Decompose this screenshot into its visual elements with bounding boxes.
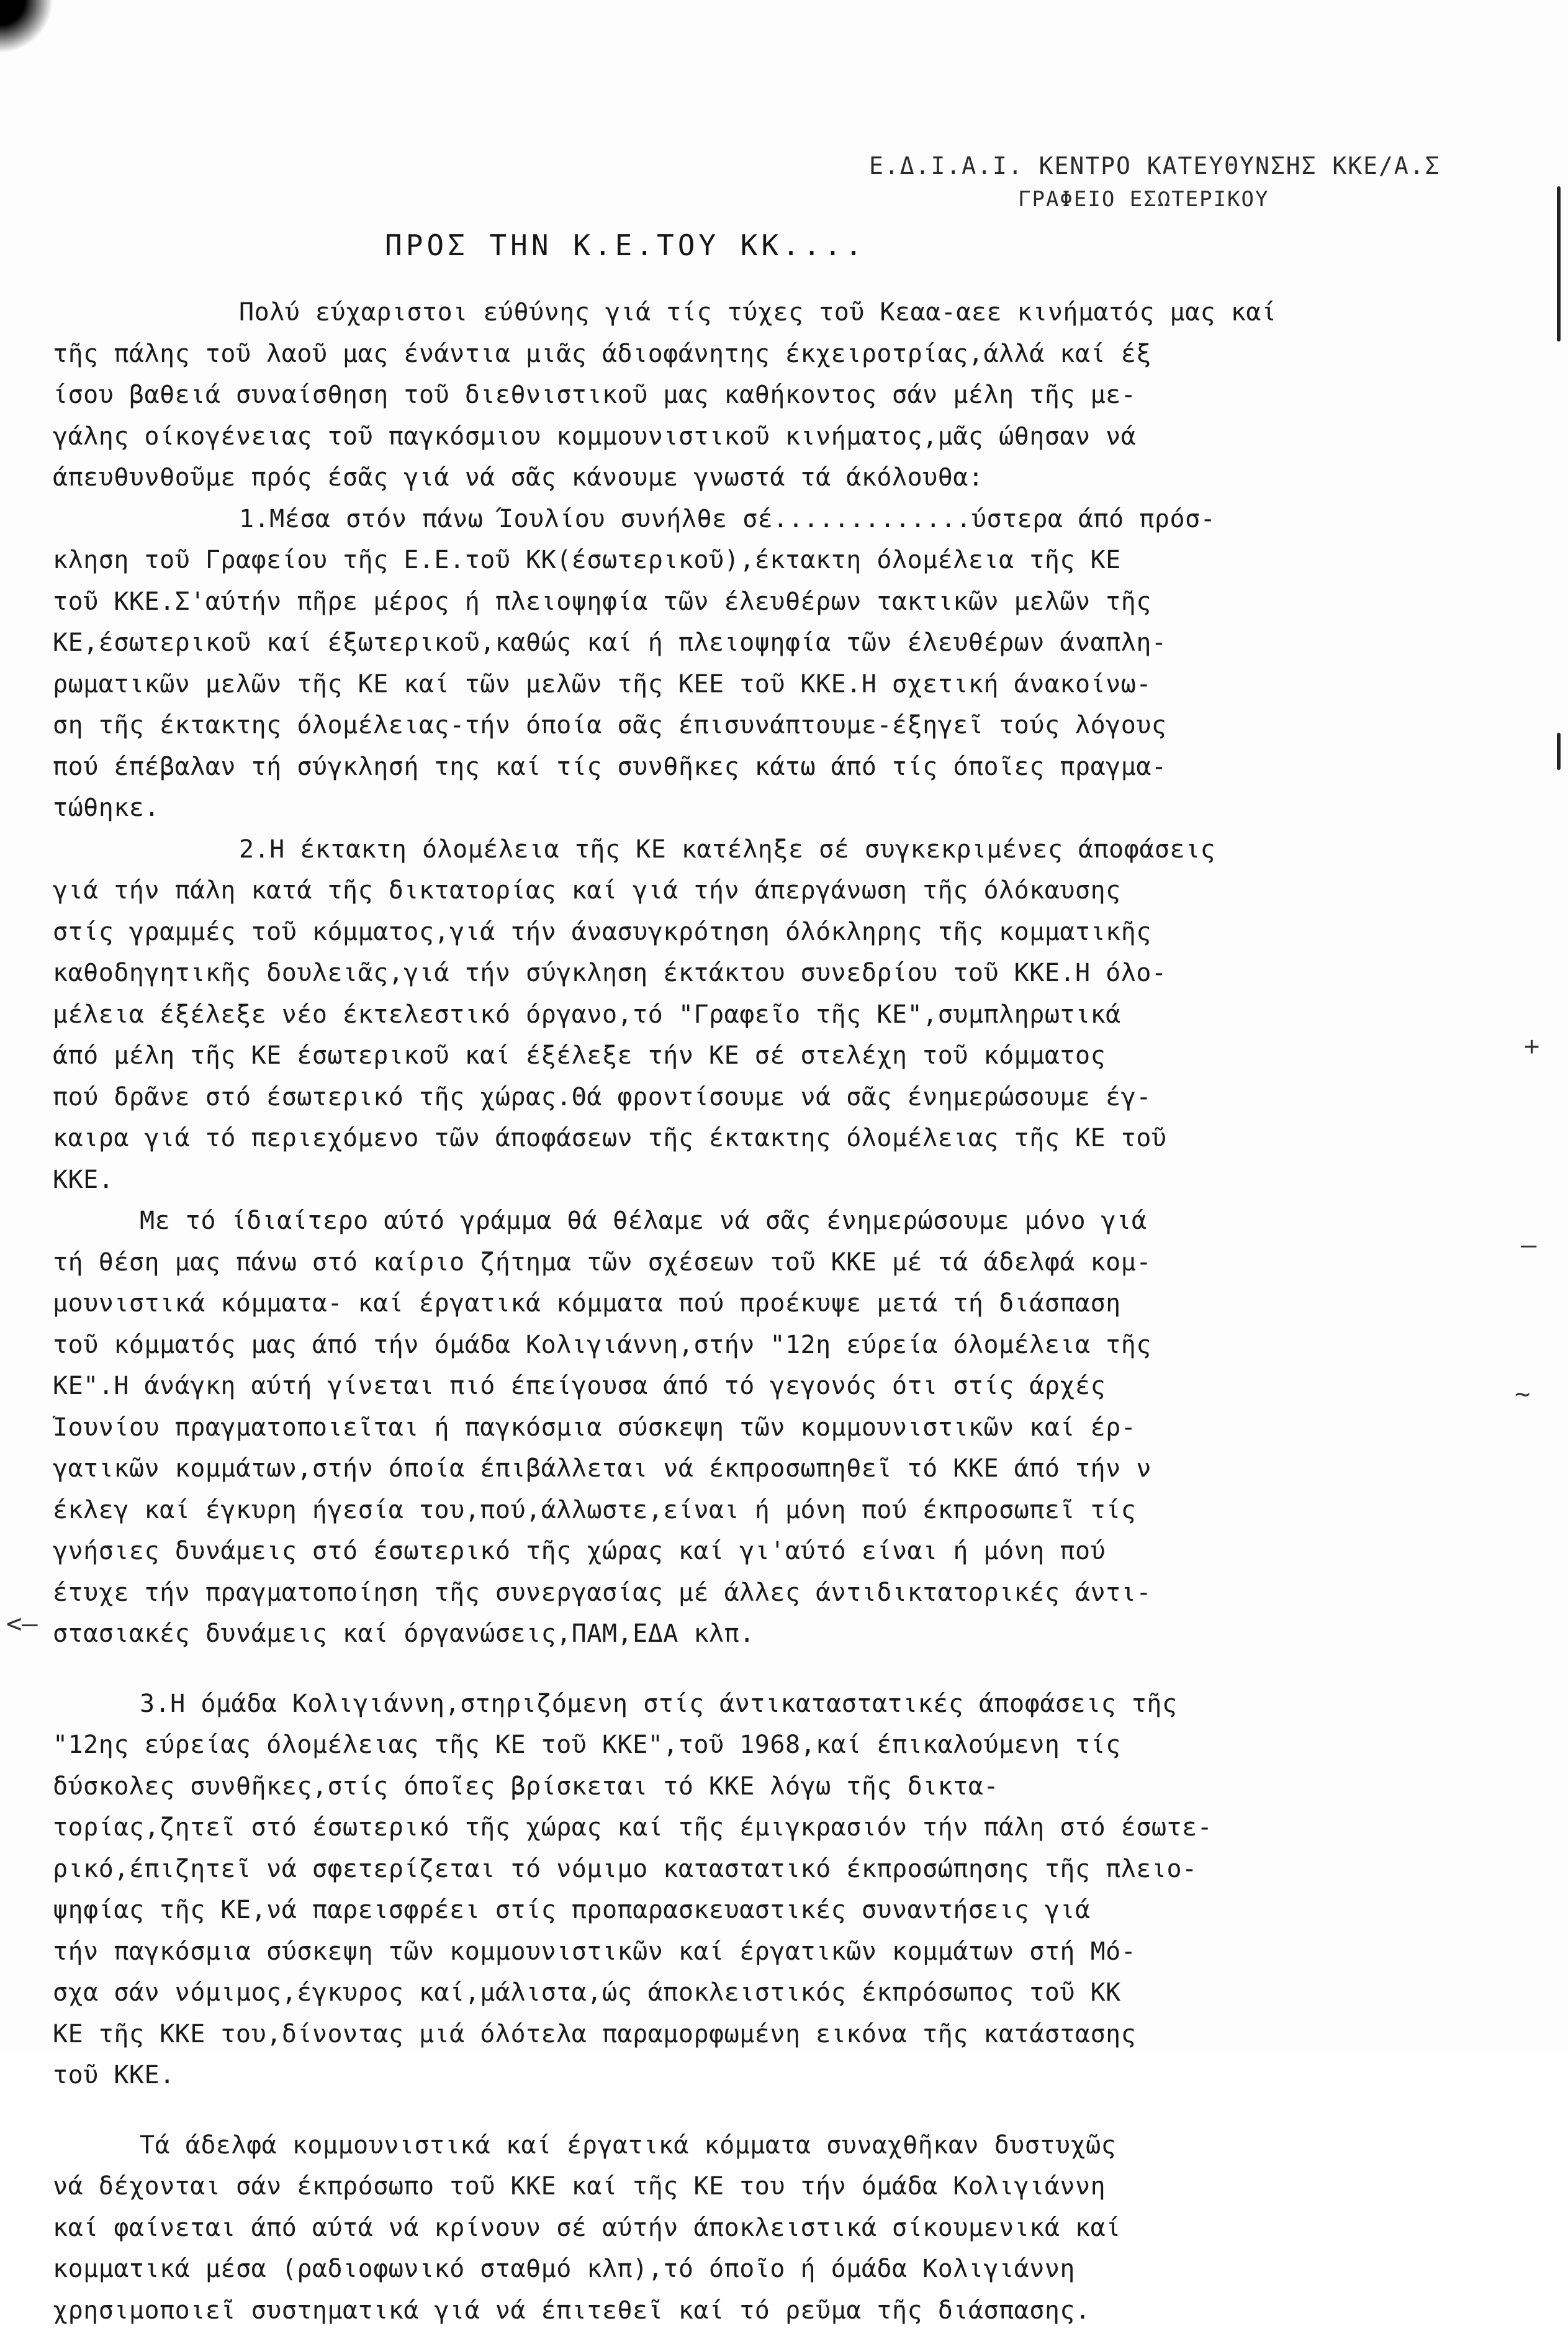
text-line: τῆς πάλης τοῦ λαοῦ μας ένάντια μιᾶς άδιοφάνητης έκχειροτρίας,άλλά καί έξ (53, 333, 1512, 375)
margin-annotation-mark: + (1524, 1031, 1539, 1061)
margin-annotation-mark: <— (6, 1608, 38, 1639)
text-line: τώθηκε. (53, 787, 1512, 829)
text-line: τορίας,ζητεῖ στό έσωτερικό τῆς χώρας καί τῆς έμιγκρασιόν τήν πάλη στό έσωτε- (53, 1807, 1512, 1849)
paragraph-2 (53, 499, 1512, 829)
text-line: "12ης εύρείας όλομέλειας τῆς ΚΕ τοῦ ΚΚΕ",τοῦ 1968,καί έπικαλούμενη τίς (53, 1724, 1512, 1766)
paragraph-1 (53, 292, 1512, 499)
document-body (53, 292, 1512, 2331)
text-line: ψηφίας τῆς ΚΕ,νά παρεισφρέει στίς προπαρασκευαστικές συναντήσεις γιά (53, 1890, 1512, 1931)
text-line: 2.Η έκτακτη όλομέλεια τῆς ΚΕ κατέληξε σέ συγκεκριμένες άποφάσεις (53, 829, 1512, 871)
text-line: χρησιμοποιεῖ συστηματικά γιά νά έπιτεθεῖ καί τό ρεῦμα τῆς διάσπασης. (53, 2290, 1512, 2331)
scan-edge-mark (1557, 186, 1561, 342)
text-line: τοῦ ΚΚΕ. (53, 2055, 1512, 2096)
text-line: τή θέση μας πάνω στό καίριο ζήτημα τῶν σχέσεων τοῦ ΚΚΕ μέ τά άδελφά κομ- (53, 1242, 1512, 1283)
margin-annotation-mark: ~ (1515, 1378, 1530, 1409)
document-title: ΠΡΟΣ ΤΗΝ Κ.Ε.ΤΟΥ ΚΚ.... (385, 229, 866, 262)
text-line: σχα σάν νόμιμος,έγκυρος καί,μάλιστα,ώς άποκλειστικός έκπρόσωπος τοῦ ΚΚ (53, 1972, 1512, 2014)
text-line: μουνιστικά κόμματα- καί έργατικά κόμματα πού προέκυψε μετά τή διάσπαση (53, 1283, 1512, 1324)
text-line: Ίουνίου πραγματοποιεῖται ή παγκόσμια σύσκεψη τῶν κομμουνιστικῶν καί έρ- (53, 1407, 1512, 1449)
text-line: ΚΚΕ. (53, 1159, 1512, 1201)
text-line: ρικό,έπιζητεῖ νά σφετερίζεται τό νόμιμο καταστατικό έκπροσώπησης τῆς πλειο- (53, 1849, 1512, 1890)
text-line: έτυχε τήν πραγματοποίηση τῆς συνεργασίας μέ άλλες άντιδικτατορικές άντι- (53, 1572, 1512, 1614)
scan-edge-mark (1557, 733, 1561, 770)
text-line: γιά τήν πάλη κατά τῆς δικτατορίας καί γιά τήν άπεργάνωση τῆς όλόκαυσης (53, 870, 1512, 912)
paragraph-3 (53, 829, 1512, 1201)
text-line: γατικῶν κομμάτων,στήν όποία έπιβάλλεται νά έκπροσωπηθεῖ τό ΚΚΕ άπό τήν ν (53, 1448, 1512, 1490)
text-line: Με τό ίδιαίτερο αύτό γράμμα θά θέλαμε νά σᾶς ένημερώσουμε μόνο γιά (53, 1200, 1512, 1242)
text-line: άπό μέλη τῆς ΚΕ έσωτερικοῦ καί έξέλεξε τήν ΚΕ σέ στελέχη τοῦ κόμματος (53, 1035, 1512, 1077)
text-line: στίς γραμμές τοῦ κόμματος,γιά τήν άνασυγκρότηση όλόκληρης τῆς κομματικῆς (53, 912, 1512, 953)
paragraph-5 (53, 1683, 1512, 2096)
text-line: άπευθυνθοῦμε πρός έσᾶς γιά νά σᾶς κάνουμε γνωστά τά άκόλουθα: (53, 457, 1512, 499)
paragraph-4 (53, 1200, 1512, 1655)
text-line: πού δρᾶνε στό έσωτερικό τῆς χώρας.Θά φροντίσουμε νά σᾶς ένημερώσουμε έγ- (53, 1077, 1512, 1118)
text-line: γάλης οίκογένειας τοῦ παγκόσμιου κομμουνιστικοῦ κινήματος,μᾶς ώθησαν νά (53, 416, 1512, 458)
text-line: στασιακές δυνάμεις καί όργανώσεις,ΠΑΜ,ΕΔΑ κλπ. (53, 1613, 1512, 1655)
text-line: έκλεγ καί έγκυρη ήγεσία του,πού,άλλωστε,είναι ή μόνη πού έκπροσωπεῖ τίς (53, 1490, 1512, 1531)
text-line: καθοδηγητικῆς δουλειᾶς,γιά τήν σύγκληση έκτάκτου συνεδρίου τοῦ ΚΚΕ.Η όλο- (53, 953, 1512, 994)
text-line: καιρα γιά τό περιεχόμενο τῶν άποφάσεων τῆς έκτακτης όλομέλειας τῆς ΚΕ τοῦ (53, 1118, 1512, 1159)
text-line: νά δέχονται σάν έκπρόσωπο τοῦ ΚΚΕ καί τῆς ΚΕ του τήν όμάδα Κολιγιάννη (53, 2166, 1512, 2207)
text-line: μέλεια έξέλεξε νέο έκτελεστικό όργανο,τό "Γραφεῖο τῆς ΚΕ",συμπληρωτικά (53, 994, 1512, 1036)
margin-annotation-mark: — (1521, 1229, 1536, 1260)
text-line: ίσου βαθειά συναίσθηση τοῦ διεθνιστικοῦ μας καθήκοντος σάν μέλη τῆς με- (53, 374, 1512, 416)
text-line: ΚΕ τῆς ΚΚΕ του,δίνοντας μιά όλότελα παραμορφωμένη εικόνα τῆς κατάστασης (53, 2014, 1512, 2055)
text-line: κομματικά μέσα (ραδιοφωνικό σταθμό κλπ),τό όποῖο ή όμάδα Κολιγιάννη (53, 2248, 1512, 2290)
document-header (869, 149, 1415, 216)
text-line: ΚΕ,έσωτερικοῦ καί έξωτερικοῦ,καθώς καί ή πλειοψηφία τῶν έλευθέρων άναπλη- (53, 622, 1512, 664)
text-line: πού έπέβαλαν τή σύγκλησή της καί τίς συνθῆκες κάτω άπό τίς όποῖες πραγμα- (53, 746, 1512, 788)
scan-corner-shadow (0, 0, 56, 56)
text-line: δύσκολες συνθῆκες,στίς όποῖες βρίσκεται τό ΚΚΕ λόγω τῆς δικτα- (53, 1766, 1512, 1808)
text-line: Πολύ εύχαριστοι εύθύνης γιά τίς τύχες τοῦ Κεαα-αεε κινήματός μας καί (53, 292, 1512, 333)
text-line: τοῦ κόμματός μας άπό τήν όμάδα Κολιγιάννη,στήν "12η εύρεία όλομέλεια τῆς (53, 1324, 1512, 1366)
text-line: καί φαίνεται άπό αύτά νά κρίνουν σέ αύτήν άποκλειστικά σίκουμενικά καί (53, 2207, 1512, 2249)
text-line: Τά άδελφά κομμουνιστικά καί έργατικά κόμματα συναχθῆκαν δυστυχῶς (53, 2125, 1512, 2166)
text-line: τοῦ ΚΚΕ.Σ'αύτήν πῆρε μέρος ή πλειοψηφία τῶν έλευθέρων τακτικῶν μελῶν τῆς (53, 581, 1512, 623)
text-line: ση τῆς έκτακτης όλομέλειας-τήν όποία σᾶς έπισυνάπτουμε-έξηγεῖ τούς λόγους (53, 705, 1512, 746)
text-line: 1.Μέσα στόν πάνω Ίουλίου συνήλθε σέ.............ύστερα άπό πρόσ- (53, 499, 1512, 540)
text-line: τήν παγκόσμια σύσκεψη τῶν κομμουνιστικῶν καί έργατικῶν κομμάτων στή Μό- (53, 1931, 1512, 1973)
text-line: ρωματικῶν μελῶν τῆς ΚΕ καί τῶν μελῶν τῆς ΚΕΕ τοῦ ΚΚΕ.Η σχετική άνακοίνω- (53, 664, 1512, 705)
text-line: γνήσιες δυνάμεις στό έσωτερικό τῆς χώρας καί γι'αύτό είναι ή μόνη πού (53, 1531, 1512, 1572)
text-line: κληση τοῦ Γραφείου τῆς Ε.Ε.τοῦ ΚΚ(έσωτερικοῦ),έκτακτη όλομέλεια τῆς ΚΕ (53, 540, 1512, 581)
header-line-1: Ε.Δ.Ι.Α.Ι. ΚΕΝΤΡΟ ΚΑΤΕΥΘΥΝΣΗΣ ΚΚΕ/Α.Σ (869, 149, 1415, 183)
text-line: ΚΕ".Η άνάγκη αύτή γίνεται πιό έπείγουσα άπό τό γεγονός ότι στίς άρχές (53, 1365, 1512, 1407)
paragraph-6 (53, 2125, 1512, 2331)
header-line-2: ΓΡΑΦΕΙΟ ΕΣΩΤΕΡΙΚΟΥ (869, 183, 1415, 216)
text-line: 3.Η όμάδα Κολιγιάννη,στηριζόμενη στίς άντικαταστατικές άποφάσεις τῆς (53, 1683, 1512, 1725)
